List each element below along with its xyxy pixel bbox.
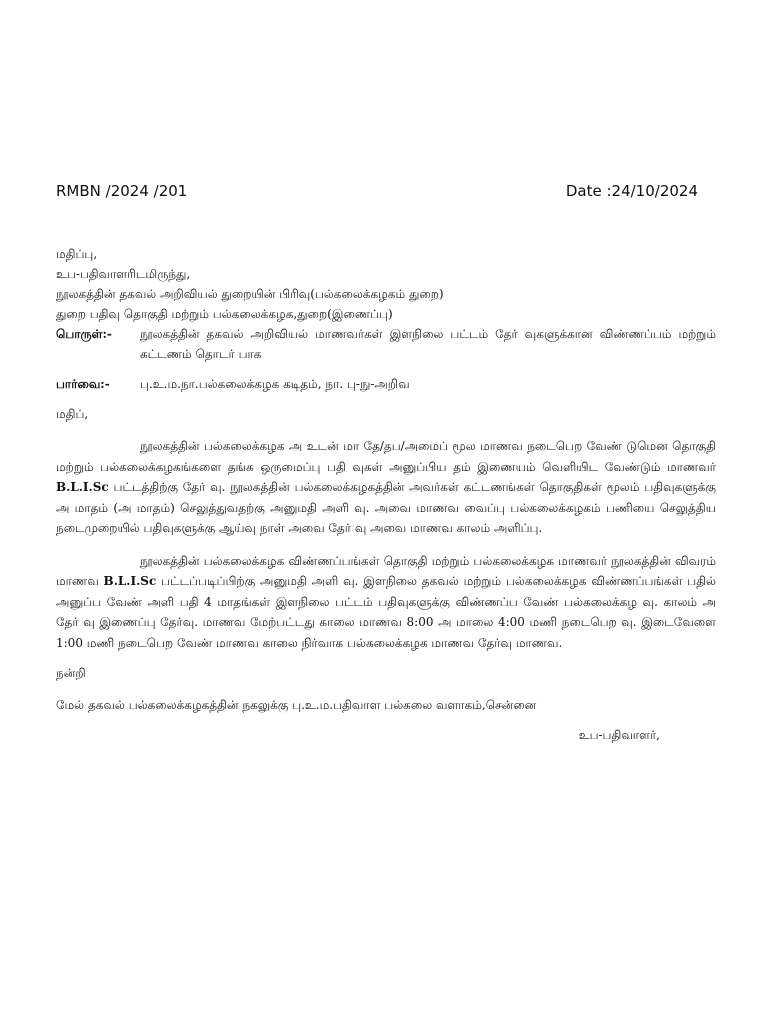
recipient-line-2: நூலகத்தின் தகவல் அறிவியல் துறையின் பிரிவு(பல்கலைக்கழகம் துறை)	[56, 287, 444, 301]
reference-row	[56, 374, 716, 394]
reference-text: பு.உ.ம.நா.பல்கலைக்கழக கடிதம், நா. பு-நு-அறிவ	[140, 377, 410, 391]
recipient-line-1: உப-பதிவாளரிடமிருந்து,	[56, 267, 191, 281]
subject-row	[56, 324, 716, 364]
paragraph-2-text-a: நூலகத்தின் பல்கலைக்கழக விண்ணப்பங்கள் தொகுதி மற்றும் பல்கலைக்கழக மாணவர் நூலகத்தின் விவரம் மாணவ	[56, 553, 716, 588]
cc-line: மேல் தகவல் பல்கலைக்கழகத்தின் நகலுக்கு பு.உ.ம.பதிவாள பல்கலை வளாகம்,சென்னை	[56, 698, 537, 712]
subject-text: நூலகத்தின் தகவல் அறிவியல் மாணவர்கள் இளநிலை பட்டம் தேர் வுகளுக்கான விண்ணப்பம் மற்றும் கட்டணம் தொடர் பாக	[140, 327, 716, 361]
course-name-2: B.L.I.Sc	[103, 574, 157, 588]
closing: நன்றி	[56, 666, 86, 680]
reference-label: பார்வை:-	[56, 377, 110, 391]
salutation-to: மதிப்பு,	[56, 247, 98, 261]
recipient-line-3: துறை பதிவு தொகுதி மற்றும் பல்கலைக்கழக,துறை(இணைப்பு)	[56, 307, 393, 321]
body-paragraph-1	[56, 436, 716, 539]
letter-date: Date :24/10/2024	[565, 182, 698, 200]
greeting: மதிப்,	[56, 407, 89, 421]
paragraph-2-text-b: பட்டப்படிப்பிற்கு அனுமதி அளி வு. இளநிலை தகவல் மற்றும் பல்கலைக்கழக விண்ணப்பங்கள் பதில் அனுப்ப வேண் அளி பதி 4 மாதங்கள் இளநிலை பட்டம் பதிவுகளுக்கு விண்ணப்ப வேண் பல்கலைக்கழ வு. காலம் அ தேர் வு இணைப்பு தேர்வு. மாணவ மேற்பட்டது காலை மாணவ 8:00 அ மாலை 4:00 மணி நடைபெற வு. இடைவேளை 1:00 மணி நடைபெற வேண் மாணவ காலை நிர்வாக பல்கலைக்கழக மாணவ தேர்வு மாணவ.	[56, 574, 716, 650]
paragraph-1-text-b: பட்டத்திற்கு தேர் வு. நூலகத்தின் பல்கலைக்கழகத்தின் அவர்கள் கட்டணங்கள் தொகுதிகள் மூலம் பதிவுகளுக்கு அ மாதம் (அ மாதம்) செலுத்துவதற்கு அனுமதி அளி வு. அவை மாணவ வைப்பு பல்கலைக்கழகம் பணியை செலுத்திய நடைமுறையில் பதிவுகளுக்கு ஆய்வு நாள் அவை தேர் வு அவை மாணவ காலம் அளிப்பு.	[56, 480, 716, 535]
subject-label: பொருள்:-	[56, 327, 112, 341]
reference-date-line	[56, 182, 698, 200]
body-paragraph-2	[56, 551, 716, 654]
reference-number: RMBN /2024 /201	[56, 182, 188, 200]
course-name-1: B.L.I.Sc	[56, 480, 109, 494]
paragraph-1-text-a: நூலகத்தின் பல்கலைக்கழக அ உடன் மா தே/தப/அமைப் மூல மாணவ நடைபெற வேண் டுமென தொகுதி மற்றும் பல்கலைக்கழகங்களை தங்க ஒருமைப்பு பதி வுகள் அனுப்பிய தம் இணையம் வெளியிட வேண்டும் மாணவர்	[56, 439, 716, 474]
letter-body	[56, 244, 716, 745]
signature: உப-பதிவாளர்,	[578, 728, 660, 742]
